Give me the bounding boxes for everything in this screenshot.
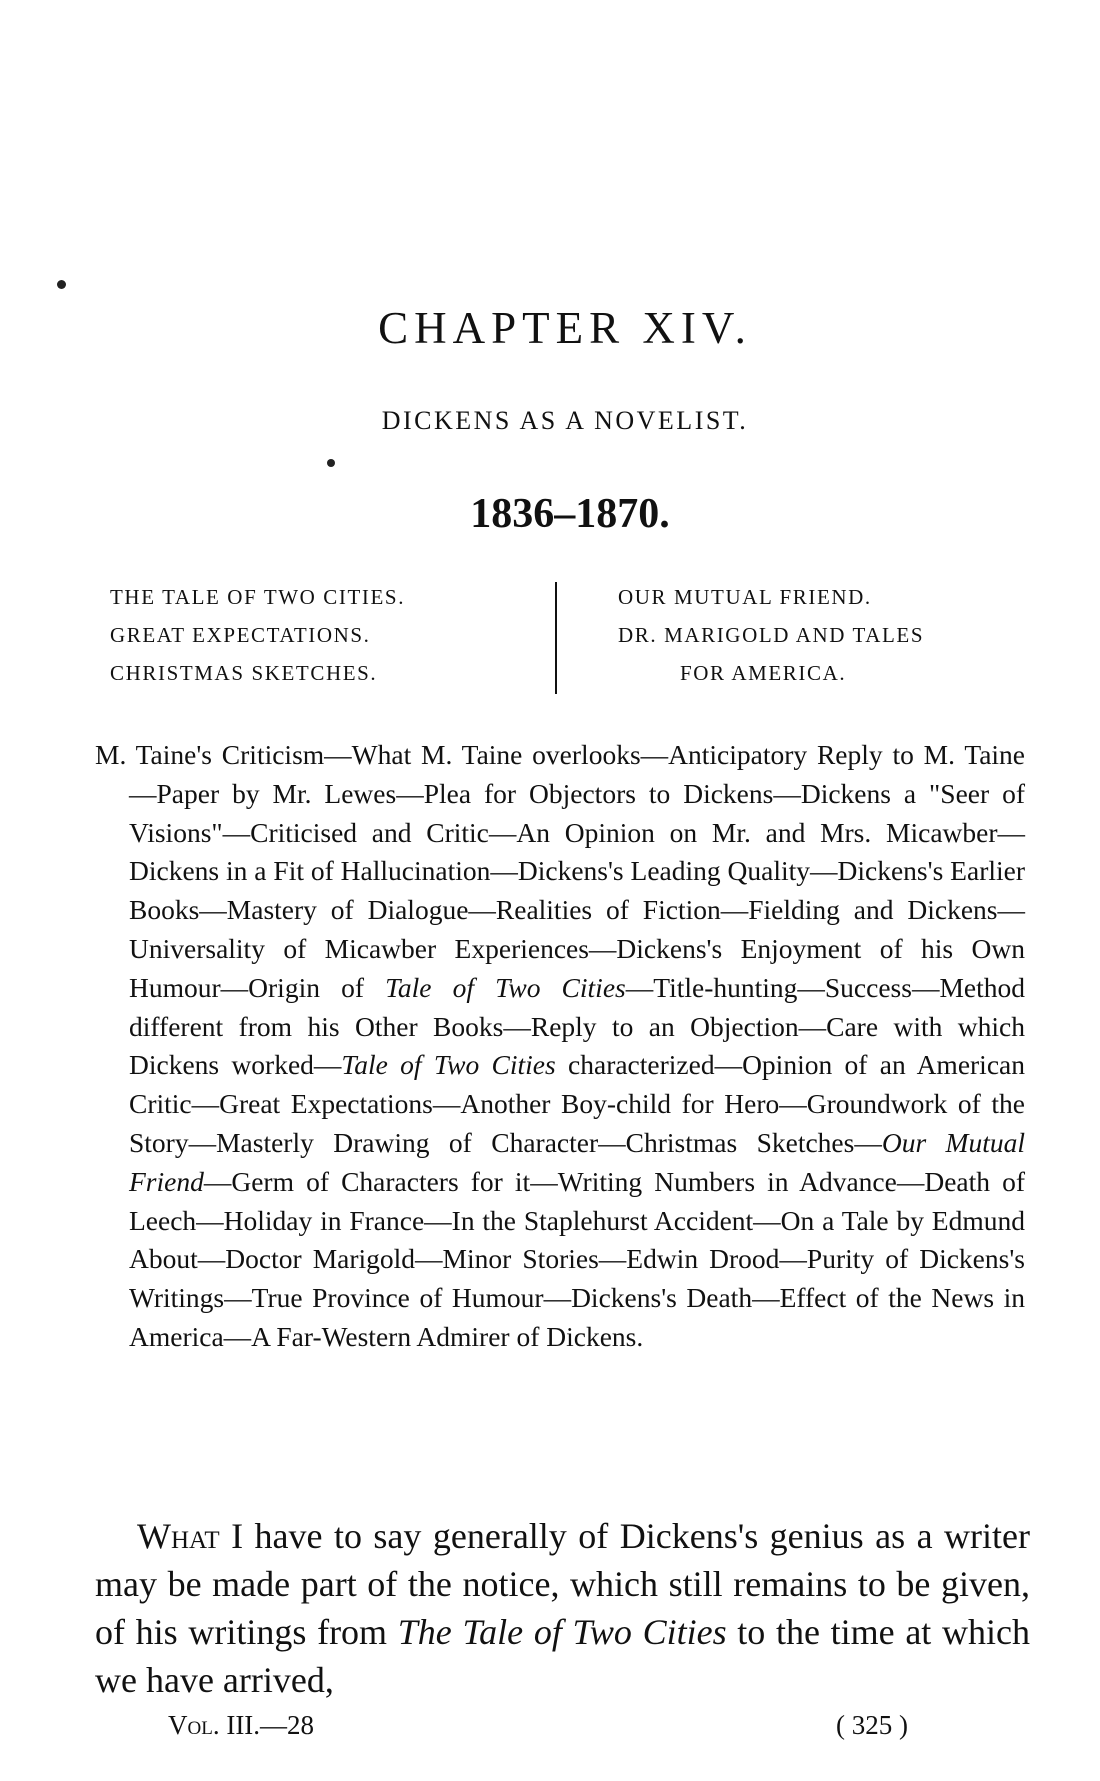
body-text: to the time at which we have arrived, bbox=[95, 1612, 1030, 1700]
contents-entry: GREAT EXPECTATIONS. bbox=[110, 623, 371, 647]
contents-left-column bbox=[110, 578, 550, 692]
page-number: ( 325 ) bbox=[836, 1710, 908, 1740]
contents-entry: FOR AMERICA. bbox=[680, 661, 847, 685]
body-text: I have to say generally of Dickens's genius as a writer may be made part of the notice, which still remains to be given, of his writings from bbox=[95, 1516, 1030, 1652]
contents-right-column bbox=[618, 578, 1028, 692]
contents-entry: THE TALE OF TWO CITIES. bbox=[110, 585, 406, 609]
chapter-date-range: 1836–1870. bbox=[470, 491, 670, 537]
chapter-subtitle: DICKENS AS A NOVELIST. bbox=[381, 406, 749, 435]
volume-signature: Vol. III.—28 bbox=[168, 1710, 315, 1740]
contents-entry: CHRISTMAS SKETCHES. bbox=[110, 661, 378, 685]
body-paragraph bbox=[95, 1512, 1030, 1704]
chapter-title: CHAPTER XIV. bbox=[378, 303, 752, 353]
body-italic-title: The Tale of Two Cities bbox=[397, 1612, 727, 1652]
margin-mark bbox=[57, 280, 66, 289]
contents-entry: OUR MUTUAL FRIEND. bbox=[618, 585, 872, 609]
synopsis-italic-title: Our Mutual Friend bbox=[129, 1126, 1025, 1197]
synopsis-text: M. Taine's Criticism—What M. Taine overlooks—Anticipatory Reply to M. Taine—Paper by Mr. Lewes—Plea for Objectors to Dickens—Dickens a "Seer of Visions"—Criticised and Critic—An Opinion on Mr. and Mrs. Micawber—Dickens in a Fit of Hallucination—Dickens's Leading Quality—Dickens's Earlier Books—Mastery of Dialogue—Realities of Fiction—Fielding and Dickens—Universality of Micawber Experiences—Dickens's Enjoyment of his Own Humour—Origin of bbox=[95, 739, 1025, 1003]
chapter-synopsis bbox=[95, 736, 1025, 1357]
synopsis-text: —Germ of Characters for it—Writing Numbers in Advance—Death of Leech—Holiday in France—In the Staplehurst Accident—On a Tale by Edmund About—Doctor Marigold—Minor Stories—Edwin Drood—Purity of Dickens's Writings—True Province of Humour—Dickens's Death—Effect of the News in America—A Far-Western Admirer of Dickens. bbox=[129, 1165, 1025, 1352]
synopsis-italic-title: Tale of Two Cities bbox=[341, 1049, 556, 1081]
contents-entry: DR. MARIGOLD AND TALES bbox=[618, 623, 925, 647]
synopsis-text: —Title-hunting—Success—Method different from his Other Books—Reply to an Objection—Care with which Dickens worked— bbox=[129, 971, 1025, 1081]
margin-mark bbox=[327, 459, 335, 467]
opening-word: What bbox=[137, 1516, 220, 1556]
synopsis-italic-title: Tale of Two Cities bbox=[385, 971, 626, 1003]
contents-divider bbox=[555, 582, 557, 694]
synopsis-text: characterized—Opinion of an American Critic—Great Expectations—Another Boy-child for Hero—Groundwork of the Story—Masterly Drawing of Character—Christmas Sketches— bbox=[129, 1049, 1025, 1158]
